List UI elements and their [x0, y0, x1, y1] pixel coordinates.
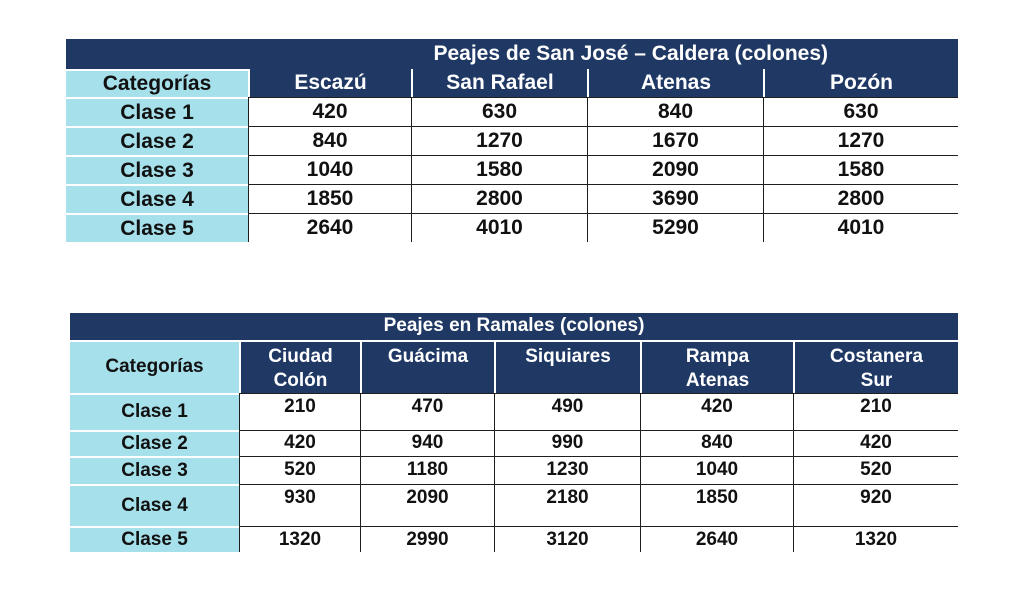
table-cell: 1850: [248, 184, 411, 213]
toll-table-ramales: [70, 313, 958, 552]
column-header-atenas: Atenas: [587, 69, 763, 97]
table-cell: 1580: [411, 155, 587, 184]
column-header-guacima: Guácima: [360, 340, 494, 393]
row-label: Clase 2: [66, 126, 248, 155]
table-cell: 2180: [494, 484, 640, 526]
table-cell: 3120: [494, 526, 640, 552]
table-cell: 940: [360, 430, 494, 456]
table-cell: 3690: [587, 184, 763, 213]
table-cell: 630: [763, 97, 958, 126]
table-cell: 840: [248, 126, 411, 155]
table-cell: 920: [793, 484, 958, 526]
table-cell: 1320: [793, 526, 958, 552]
table-cell: 520: [239, 456, 360, 484]
row-label: Clase 1: [66, 97, 248, 126]
column-header-escazu: Escazú: [248, 69, 411, 97]
column-header-costanera-sur: Costanera Sur: [793, 340, 958, 393]
table-cell: 2990: [360, 526, 494, 552]
table-cell: 1040: [640, 456, 793, 484]
table-cell: 1850: [640, 484, 793, 526]
row-label: Clase 1: [70, 393, 239, 430]
table-cell: 210: [793, 393, 958, 430]
table-cell: 490: [494, 393, 640, 430]
table-cell: 5290: [587, 213, 763, 242]
table-cell: 1230: [494, 456, 640, 484]
column-header-categories: Categorías: [70, 340, 239, 393]
table-cell: 470: [360, 393, 494, 430]
table-cell: 4010: [763, 213, 958, 242]
table-cell: 420: [793, 430, 958, 456]
table-cell: 2800: [411, 184, 587, 213]
table-cell: 420: [248, 97, 411, 126]
table-cell: 990: [494, 430, 640, 456]
table-cell: 1040: [248, 155, 411, 184]
table-cell: 210: [239, 393, 360, 430]
row-label: Clase 2: [70, 430, 239, 456]
table-cell: 520: [793, 456, 958, 484]
table-cell: 840: [640, 430, 793, 456]
table-cell: 2800: [763, 184, 958, 213]
table-cell: 1320: [239, 526, 360, 552]
column-header-ciudad-colon: Ciudad Colón: [239, 340, 360, 393]
row-label: Clase 3: [66, 155, 248, 184]
table-cell: 2090: [360, 484, 494, 526]
table-title: Peajes en Ramales (colones): [70, 313, 958, 340]
table-cell: 1180: [360, 456, 494, 484]
table-cell: 2090: [587, 155, 763, 184]
table-cell: 4010: [411, 213, 587, 242]
column-header-categories: Categorías: [66, 69, 248, 97]
table-title: Peajes de San José – Caldera (colones): [66, 39, 958, 69]
column-header-siquiares: Siquiares: [494, 340, 640, 393]
toll-table-san-jose-caldera: [66, 39, 958, 242]
table-cell: 420: [640, 393, 793, 430]
table-cell: 630: [411, 97, 587, 126]
row-label: Clase 4: [70, 484, 239, 526]
row-label: Clase 4: [66, 184, 248, 213]
table-cell: 1270: [763, 126, 958, 155]
table-cell: 2640: [248, 213, 411, 242]
table-cell: 930: [239, 484, 360, 526]
table-cell: 1270: [411, 126, 587, 155]
column-header-rampa-atenas: Rampa Atenas: [640, 340, 793, 393]
table-cell: 1670: [587, 126, 763, 155]
table-cell: 420: [239, 430, 360, 456]
row-label: Clase 5: [70, 526, 239, 552]
table-cell: 840: [587, 97, 763, 126]
row-label: Clase 3: [70, 456, 239, 484]
column-header-pozon: Pozón: [763, 69, 958, 97]
row-label: Clase 5: [66, 213, 248, 242]
column-header-san-rafael: San Rafael: [411, 69, 587, 97]
table-cell: 1580: [763, 155, 958, 184]
table-cell: 2640: [640, 526, 793, 552]
